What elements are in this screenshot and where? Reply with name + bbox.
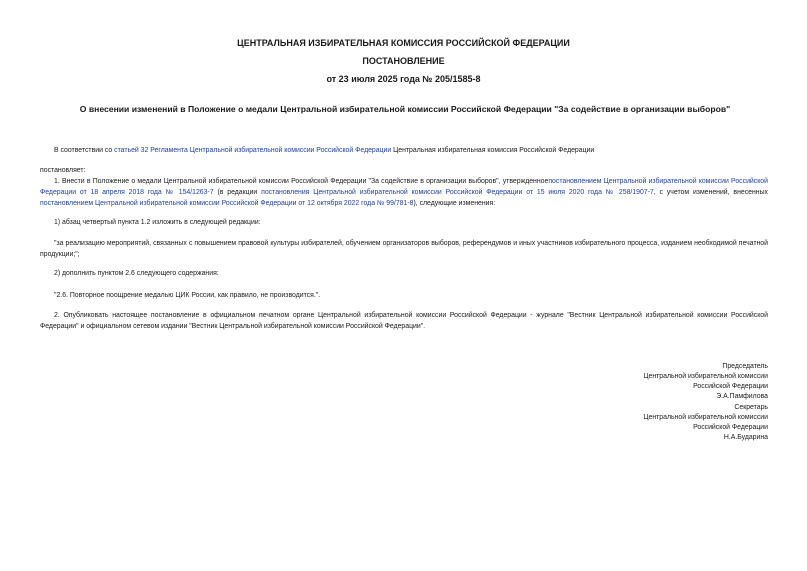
doc-type-heading: ПОСТАНОВЛЕНИЕ [362, 56, 445, 66]
chair-org-line-2: Российской Федерации [693, 383, 768, 390]
chair-signature-block [643, 362, 768, 402]
preamble [40, 145, 768, 156]
secretary-signature-block [643, 403, 768, 443]
resolution-2022-link[interactable]: постановлением Центральной избирательной комиссии Российской Федерации от 12 октября 2022 года № 99/781-8 [40, 200, 414, 207]
chair-name: Э.А.Памфилова [716, 393, 768, 400]
item-1-text-a: 1. Внести в Положение о медали Центральной избирательной комиссии Российской Федерации "За содействие в организации выборов", утвержденное [54, 178, 549, 185]
decides-text: постановляет: [40, 167, 86, 174]
chair-title: Председатель [722, 363, 768, 370]
quote-2: "2.6. Повторное поощрение медалью ЦИК России, как правило, не производится.". [54, 292, 321, 299]
regulation-link[interactable]: статьей 32 Регламента Центральной избирательной комиссии Российской Федерации [114, 147, 392, 154]
secretary-org-line-2: Российской Федерации [693, 424, 768, 431]
item-2: 2. Опубликовать настоящее постановление в официальном печатном органе Центральной избирательной комиссии Российской Федерации - журнале "Вестник Центральной избирательной комиссии Российской Федерации" и официальном сетевом издании "Вестник Центральной избирательной комиссии Российской Федерации". [40, 312, 768, 330]
item-1-text-b: (в редакции [213, 189, 262, 196]
secretary-org-line-1: Центральной избирательной комиссии [643, 414, 768, 421]
resolution-2020-link[interactable]: постановления Центральной избирательной комиссии Российской Федерации от 15 июля 2020 года № 258/1907-7 [261, 189, 654, 196]
secretary-name: Н.А.Бударина [723, 434, 768, 441]
preamble-lead: В соответствии со [54, 147, 115, 154]
quote-1: "за реализацию мероприятий, связанных с повышением правовой культуры избирателей, обучением организаторов выборов, референдумов и иных участников избирательного процесса, изданием необходимой печатной продукции;"; [40, 240, 768, 258]
page-title: О внесении изменений в Положение о медали Центральной избирательной комиссии Российской Федерации "За содействие в организации выборов" [79, 104, 731, 114]
item-1-text-c: , с учетом изменений, внесенных [653, 189, 768, 196]
commission-heading: ЦЕНТРАЛЬНАЯ ИЗБИРАТЕЛЬНАЯ КОМИССИЯ РОССИЙСКОЙ ФЕДЕРАЦИИ [237, 38, 570, 48]
secretary-title: Секретарь [734, 404, 768, 411]
date-number: от 23 июля 2025 года № 205/1585-8 [326, 74, 481, 84]
chair-org-line-1: Центральной избирательной комиссии [643, 373, 768, 380]
subitem-2: 2) дополнить пунктом 2.6 следующего содержания: [54, 270, 219, 277]
item-1-text-d: ), следующие изменения: [413, 200, 496, 207]
item-1 [40, 176, 768, 209]
subitem-1: 1) абзац четвертый пункта 1.2 изложить в следующей редакции: [54, 219, 261, 226]
preamble-tail: Центральная избирательная комиссия Российской Федерации [391, 147, 595, 154]
resolution-2018-link[interactable]: постановлением Центральной избирательной комиссии Российской Федерации от 18 апреля 2018 года № 154/1263-7 [40, 178, 768, 196]
